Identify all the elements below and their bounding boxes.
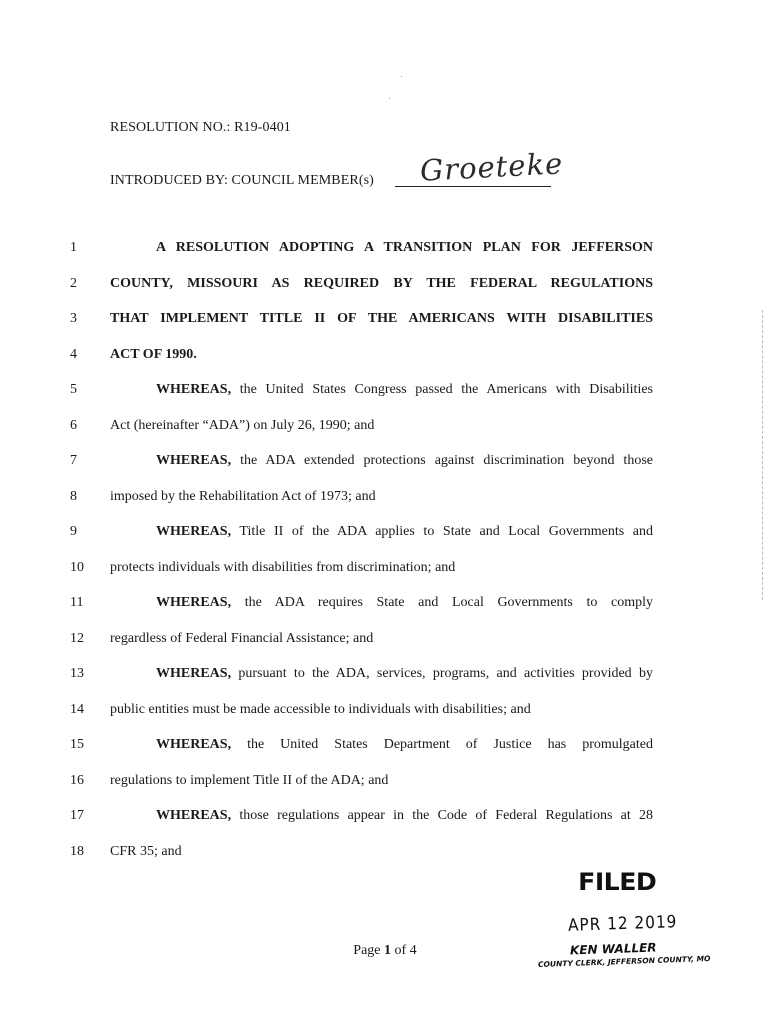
line-number: 11 <box>70 595 84 610</box>
scan-speck <box>389 98 390 99</box>
line-text <box>110 311 653 329</box>
line-number: 4 <box>70 347 77 362</box>
line-number: 9 <box>70 524 77 539</box>
line-text <box>110 347 653 363</box>
line-text <box>110 382 653 400</box>
body-text: regardless of Federal Financial Assistance; and <box>110 631 374 646</box>
body-text: the United States Congress passed the Americans with Disabilities <box>231 382 653 397</box>
body-text: Act (hereinafter “ADA”) on July 26, 1990; and <box>110 418 375 433</box>
signature-line <box>395 186 551 187</box>
line-number: 1 <box>70 240 77 255</box>
resolution-number: RESOLUTION NO.: R19-0401 <box>110 120 291 135</box>
line-text <box>110 489 653 505</box>
body-text: regulations to implement Title II of the ADA; and <box>110 773 389 788</box>
body-text: the ADA extended protections against discrimination beyond those <box>231 453 653 468</box>
line-text <box>110 737 653 755</box>
line-text <box>110 808 653 826</box>
bold-text: WHEREAS, <box>156 524 232 539</box>
line-number: 8 <box>70 489 77 504</box>
clerk-name: KEN WALLER <box>569 940 657 958</box>
filed-stamp: FILED <box>578 868 657 896</box>
introduced-by-label: INTRODUCED BY: COUNCIL MEMBER(s) <box>110 173 374 188</box>
bold-text: ACT OF 1990. <box>110 347 197 362</box>
line-text <box>110 773 653 789</box>
line-text <box>110 560 653 576</box>
page-number: 1 <box>384 943 392 958</box>
bold-text: WHEREAS, <box>156 808 232 823</box>
body-text: the United States Department of Justice has promulgated <box>231 737 653 752</box>
body-text: the ADA requires State and Local Governments to comply <box>231 595 653 610</box>
body-text: those regulations appear in the Code of Federal Regulations at 28 <box>231 808 653 823</box>
scan-speck <box>401 76 402 77</box>
body-text: CFR 35; and <box>110 844 182 859</box>
page-prefix: Page <box>353 943 385 958</box>
council-member-signature: Groeteke <box>419 146 564 188</box>
line-text <box>110 631 653 647</box>
line-text <box>110 702 653 718</box>
line-number: 3 <box>70 311 77 326</box>
line-number: 5 <box>70 382 77 397</box>
body-text: Title II of the ADA applies to State and Local Governments and <box>231 524 653 539</box>
bold-text: WHEREAS, <box>156 453 232 468</box>
line-text <box>110 418 653 434</box>
line-text <box>110 240 653 258</box>
body-text: imposed by the Rehabilitation Act of 1973; and <box>110 489 376 504</box>
line-number: 16 <box>70 773 84 788</box>
line-text <box>110 595 653 613</box>
line-number: 6 <box>70 418 77 433</box>
line-number: 10 <box>70 560 84 575</box>
line-text <box>110 524 653 542</box>
line-text <box>110 844 653 860</box>
scan-margin-marks <box>762 310 764 600</box>
clerk-title: COUNTY CLERK, JEFFERSON COUNTY, MO <box>537 953 711 970</box>
line-number: 7 <box>70 453 77 468</box>
bold-text: COUNTY, MISSOURI AS REQUIRED BY THE FEDERAL REGULATIONS <box>110 276 653 291</box>
line-text <box>110 666 653 684</box>
line-number: 2 <box>70 276 77 291</box>
line-number: 17 <box>70 808 84 823</box>
bold-text: THAT IMPLEMENT TITLE II OF THE AMERICANS WITH DISABILITIES <box>110 311 653 326</box>
bold-text: WHEREAS, <box>156 382 232 397</box>
line-number: 15 <box>70 737 84 752</box>
line-number: 13 <box>70 666 84 681</box>
line-number: 18 <box>70 844 84 859</box>
line-text <box>110 276 653 294</box>
line-text <box>110 453 653 471</box>
bold-text: WHEREAS, <box>156 666 232 681</box>
line-number: 12 <box>70 631 84 646</box>
bold-text: WHEREAS, <box>156 595 232 610</box>
body-text: protects individuals with disabilities from discrimination; and <box>110 560 456 575</box>
bold-text: A RESOLUTION ADOPTING A TRANSITION PLAN FOR JEFFERSON <box>156 240 653 255</box>
body-text: pursuant to the ADA, services, programs, and activities provided by <box>231 666 653 681</box>
filed-date: APR 12 2019 <box>567 912 678 936</box>
line-number: 14 <box>70 702 84 717</box>
page-suffix: of 4 <box>391 943 417 958</box>
body-text: public entities must be made accessible to individuals with disabilities; and <box>110 702 531 717</box>
bold-text: WHEREAS, <box>156 737 232 752</box>
